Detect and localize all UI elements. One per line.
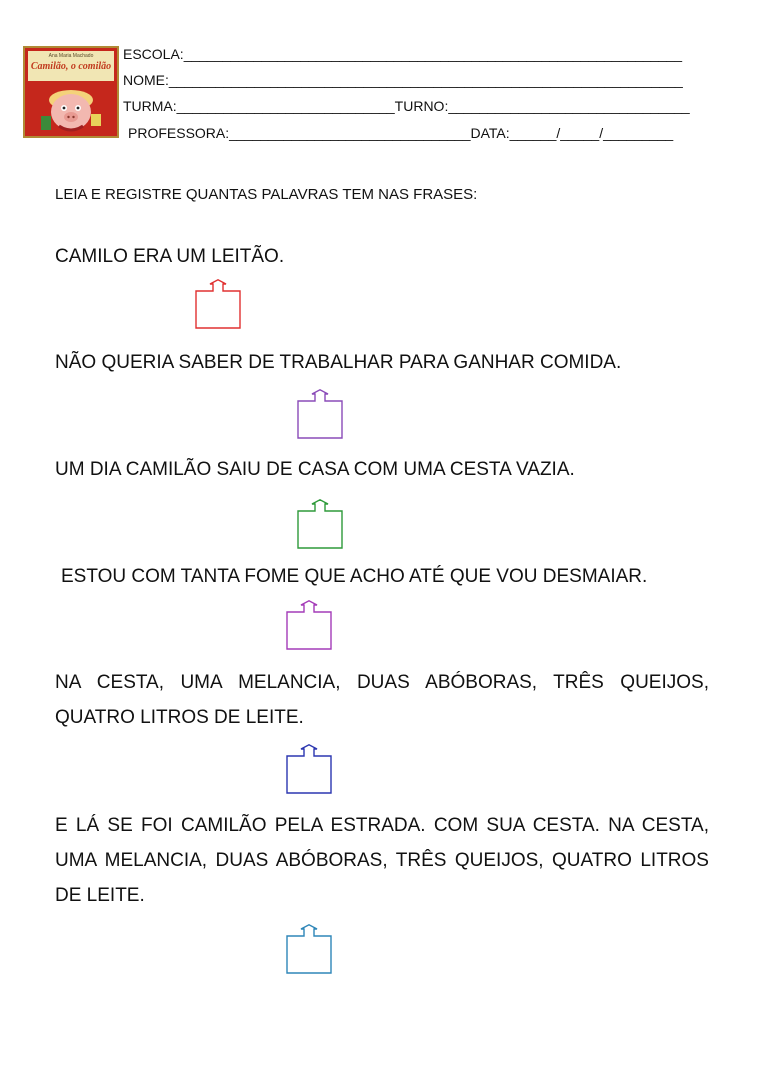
up-arrow-box-icon — [297, 499, 343, 549]
name-field[interactable]: NOME:__________________________________________________________________ — [123, 72, 683, 88]
answer-box-5[interactable] — [286, 744, 332, 794]
book-cover-author: Ana Maria Machado — [48, 53, 94, 59]
answer-box-6[interactable] — [286, 924, 332, 974]
up-arrow-box-icon — [286, 924, 332, 974]
up-arrow-box-icon — [286, 744, 332, 794]
sentence-4: ESTOU COM TANTA FOME QUE ACHO ATÉ QUE VOU DESMAIAR. — [61, 566, 648, 587]
answer-box-3[interactable] — [297, 499, 343, 549]
answer-box-4[interactable] — [286, 600, 332, 650]
answer-box-2[interactable] — [297, 389, 343, 439]
school-field[interactable]: ESCOLA:________________________________________________________________ — [123, 46, 683, 62]
pig-illustration — [39, 78, 103, 136]
sentence-6: E LÁ SE FOI CAMILÃO PELA ESTRADA. COM SUA CESTA. NA CESTA, UMA MELANCIA, DUAS ABÓBORAS, TRÊS QUEIJOS, QUATRO LITROS DE LEITE. — [55, 815, 709, 906]
book-cover-title: Camilão, o comilão — [30, 61, 112, 72]
instruction-text: LEIA E REGISTRE QUANTAS PALAVRAS TEM NAS FRASES: — [55, 186, 478, 203]
sentence-1: CAMILO ERA UM LEITÃO. — [55, 246, 285, 267]
up-arrow-box-icon — [297, 389, 343, 439]
book-cover-band — [28, 51, 114, 81]
sentence-3: UM DIA CAMILÃO SAIU DE CASA COM UMA CESTA VAZIA. — [55, 459, 575, 480]
book-cover-image — [23, 46, 119, 138]
teacher-date-field[interactable]: PROFESSORA:_______________________________DATA:______/_____/_________ — [128, 125, 674, 141]
sentence-5: NA CESTA, UMA MELANCIA, DUAS ABÓBORAS, TRÊS QUEIJOS, QUATRO LITROS DE LEITE. — [55, 672, 709, 728]
up-arrow-box-icon — [286, 600, 332, 650]
up-arrow-box-icon — [195, 279, 241, 329]
sentence-2: NÃO QUERIA SABER DE TRABALHAR PARA GANHAR COMIDA. — [55, 352, 622, 373]
answer-box-1[interactable] — [195, 279, 241, 329]
class-shift-field[interactable]: TURMA:____________________________TURNO:_______________________________ — [123, 98, 690, 114]
